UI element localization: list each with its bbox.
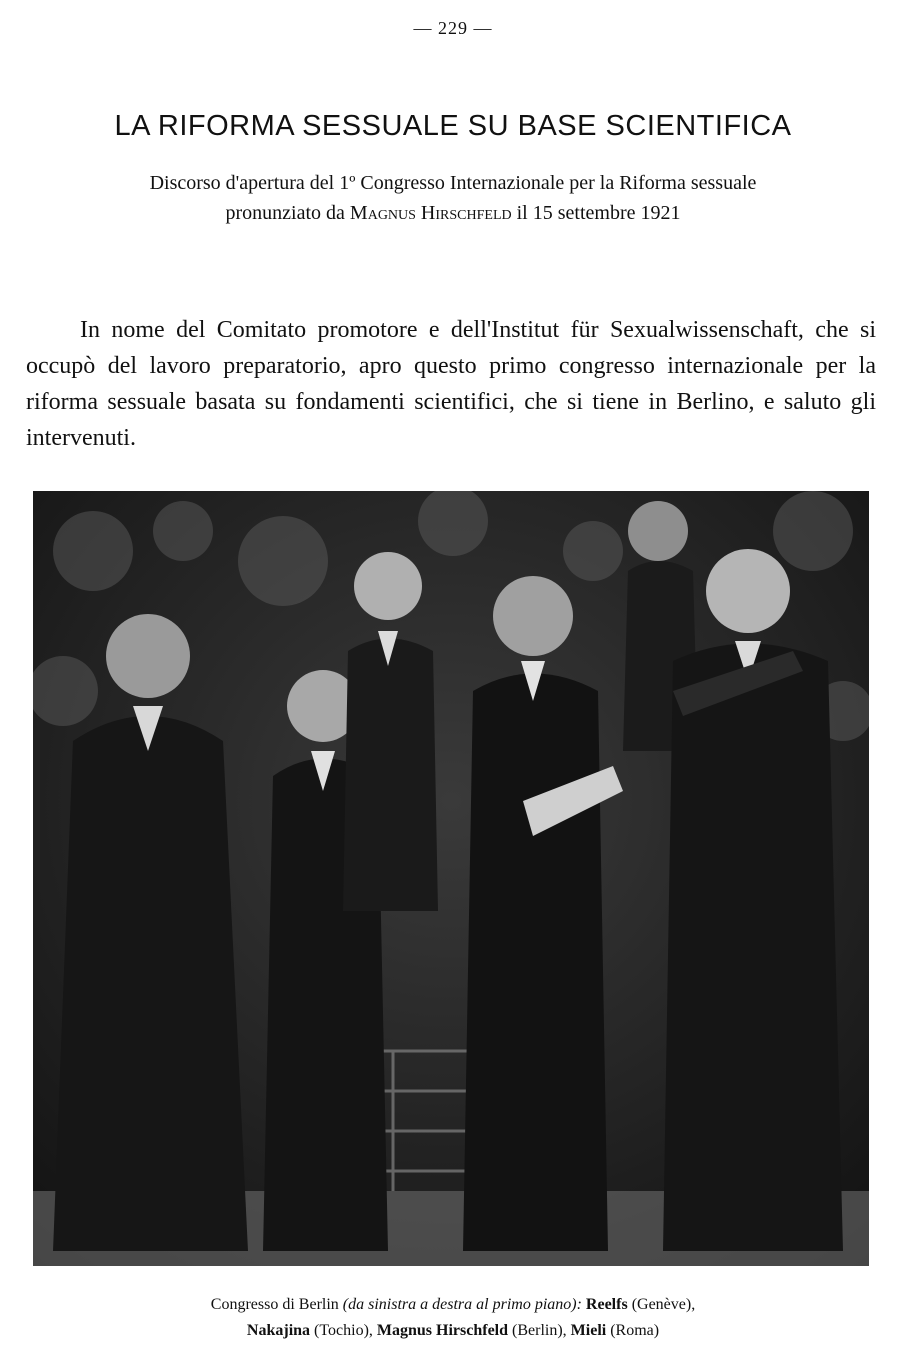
- photo-caption-line2: [0, 1322, 906, 1340]
- caption-name-mieli: Mieli: [570, 1322, 607, 1339]
- caption-name-reelfs: Reelfs: [581, 1296, 628, 1313]
- caption-location-tochio: (Tochio),: [310, 1322, 377, 1339]
- article-title: LA RIFORMA SESSUALE SU BASE SCIENTIFICA: [114, 110, 792, 142]
- article-subtitle-line1: Discorso d'apertura del 1º Congresso Internazionale per la Riforma sessuale: [149, 172, 757, 194]
- author-name: Magnus Hirschfeld: [349, 202, 512, 224]
- group-photograph: [33, 491, 869, 1266]
- subtitle-suffix: il 15 settembre 1921: [511, 202, 681, 224]
- caption-italic: (da sinistra a destra al primo piano):: [342, 1296, 582, 1313]
- photograph-image: [33, 491, 869, 1266]
- caption-location-roma: (Roma): [606, 1322, 660, 1339]
- article-subtitle-line2: [0, 202, 906, 225]
- caption-prefix: Congresso di Berlin: [210, 1296, 343, 1313]
- caption-location-berlin: (Berlin),: [508, 1322, 571, 1339]
- caption-name-hirschfeld: Magnus Hirschfeld: [376, 1322, 509, 1339]
- caption-location-geneve: (Genève),: [627, 1296, 696, 1313]
- opening-paragraph: In nome del Comitato promotore e dell'Institut für Sexualwissenschaft, che si occupò del lavoro preparatorio, apro questo primo congresso internazionale per la riforma sessuale basata su fondamenti scientifici, che si tiene in Berlino, e saluto gli intervenuti.: [26, 317, 876, 451]
- page-number: — 229 —: [413, 18, 493, 38]
- caption-name-nakajina: Nakajina: [246, 1322, 311, 1339]
- subtitle-prefix: pronunziato da: [225, 202, 350, 224]
- photo-caption-line1: [0, 1296, 906, 1314]
